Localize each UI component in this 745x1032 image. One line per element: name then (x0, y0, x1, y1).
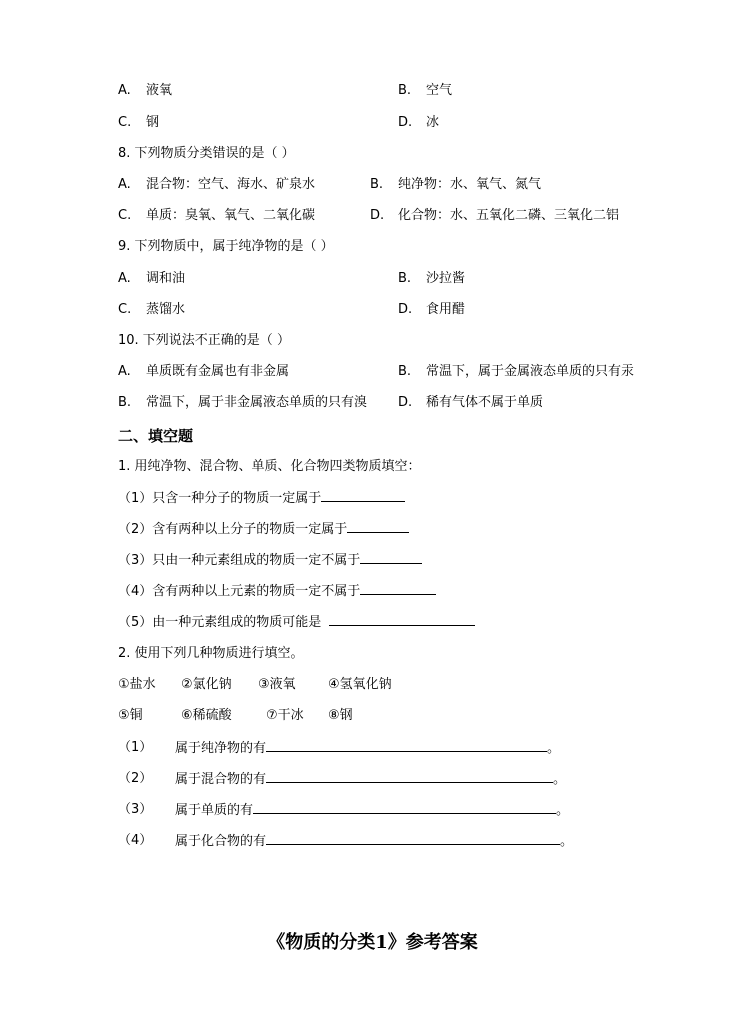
fill-item (118, 550, 422, 571)
option-letter: A. (118, 83, 131, 98)
option-text: 化合物：水、五氧化二磷、三氧化二铝 (398, 208, 620, 223)
answer-blank[interactable] (266, 769, 553, 783)
fill1-item-2 (0, 519, 745, 539)
fill-prompt: 属于纯净物的有 (175, 741, 267, 756)
answer-blank[interactable] (321, 488, 405, 502)
option-c (118, 113, 159, 133)
option-d (398, 393, 543, 413)
option-text: 稀有气体不属于单质 (426, 395, 544, 410)
fill-item (118, 519, 409, 540)
option-d (370, 206, 619, 226)
option-c (118, 393, 367, 413)
option-text: 常温下，属于金属液态单质的只有汞 (426, 364, 635, 379)
fill1-item-1 (0, 488, 745, 508)
option-letter: D. (398, 115, 413, 130)
fill1-item-5 (0, 612, 745, 632)
substance-item: ⑤铜 (118, 708, 143, 723)
fill-item (118, 488, 405, 509)
option-letter: B. (398, 364, 412, 379)
q10-options-row-2 (0, 393, 745, 413)
item-number: （3） (118, 802, 153, 817)
fill1-item-4 (0, 581, 745, 601)
q8-options-row-1 (0, 175, 745, 195)
substance-item: ①盐水 (118, 677, 156, 692)
fill-prompt: （1）只含一种分子的物质一定属于 (118, 491, 322, 506)
substance-list-row-2 (0, 706, 745, 726)
substance-item: ②氯化钠 (181, 677, 232, 692)
answer-blank[interactable] (253, 800, 556, 814)
fill-item (175, 831, 573, 852)
question-text: 2. 使用下列几种物质进行填空。 (118, 646, 304, 661)
option-a (118, 81, 172, 101)
q9-options-row-2 (0, 300, 745, 320)
item-number: （4） (118, 833, 153, 848)
fill-prompt: 属于单质的有 (175, 803, 254, 818)
option-text: 混合物：空气、海水、矿泉水 (146, 177, 316, 192)
option-text: 纯净物：水、氧气、氮气 (398, 177, 542, 192)
fill-prompt: （3）只由一种元素组成的物质一定不属于 (118, 553, 361, 568)
option-d (398, 113, 439, 133)
fill-item (175, 800, 569, 821)
q7-options-row-2 (0, 113, 745, 133)
option-text: 单质既有金属也有非金属 (146, 364, 290, 379)
option-letter: C. (118, 115, 132, 130)
answer-blank[interactable] (266, 831, 560, 845)
option-text: 单质：臭氧、氧气、二氧化碳 (146, 208, 316, 223)
substance-item: ③液氧 (258, 677, 296, 692)
option-text: 钢 (146, 115, 160, 130)
q8-options-row-2 (0, 206, 745, 226)
fill-prompt: （5）由一种元素组成的物质可能是 (118, 615, 322, 630)
option-c (118, 300, 185, 320)
question-9-stem (0, 237, 745, 257)
option-letter: A. (118, 364, 131, 379)
end-mark: 。 (547, 741, 561, 756)
section-title: 二、填空题 (118, 427, 194, 445)
substance-item: ⑦干冰 (266, 708, 304, 723)
answer-blank[interactable] (266, 738, 547, 752)
option-a (118, 362, 289, 382)
option-text: 常温下，属于非金属液态单质的只有溴 (146, 395, 368, 410)
answer-blank[interactable] (360, 581, 436, 595)
question-text: 1. 用纯净物、混合物、单质、化合物四类物质填空： (118, 459, 421, 474)
fill2-item-3 (0, 800, 745, 820)
option-text: 蒸馏水 (146, 302, 186, 317)
q10-options-row-1 (0, 362, 745, 382)
fill2-item-2 (0, 769, 745, 789)
answer-blank[interactable] (347, 519, 409, 533)
question-text: 8. 下列物质分类错误的是（ ） (118, 146, 295, 161)
option-letter: A. (118, 177, 131, 192)
option-a (118, 269, 185, 289)
fill-question-2-stem (0, 644, 745, 664)
substance-item: ④氢氧化钠 (328, 677, 392, 692)
substance-item: ⑧钢 (328, 708, 353, 723)
option-letter: B. (398, 83, 412, 98)
option-text: 沙拉酱 (426, 271, 466, 286)
option-d (398, 300, 465, 320)
fill-question-1-stem (0, 457, 745, 477)
option-letter: A. (118, 271, 131, 286)
option-text: 食用醋 (426, 302, 466, 317)
question-text: 9. 下列物质中，属于纯净物的是（ ） (118, 239, 334, 254)
end-mark: 。 (556, 803, 570, 818)
fill2-item-1 (0, 738, 745, 758)
q9-options-row-1 (0, 269, 745, 289)
option-b (398, 362, 634, 382)
option-letter: B. (118, 395, 132, 410)
question-10-stem (0, 331, 745, 351)
substance-list-row-1 (0, 675, 745, 695)
fill2-item-4 (0, 831, 745, 851)
option-c (118, 206, 315, 226)
fill-item (175, 738, 560, 759)
option-b (398, 269, 465, 289)
q7-options-row-1 (0, 81, 745, 101)
fill-item (118, 581, 436, 602)
option-b (398, 81, 452, 101)
answer-section-title: 《物质的分类1》参考答案 (267, 932, 478, 953)
option-letter: C. (118, 208, 132, 223)
fill-prompt: 属于混合物的有 (175, 772, 267, 787)
fill-prompt: 属于化合物的有 (175, 834, 267, 849)
end-mark: 。 (553, 772, 567, 787)
fill-item (118, 612, 475, 633)
answer-blank[interactable] (360, 550, 422, 564)
end-mark: 。 (560, 834, 574, 849)
option-a (118, 175, 315, 195)
option-letter: B. (398, 271, 412, 286)
option-b (370, 175, 541, 195)
option-text: 空气 (426, 83, 453, 98)
option-text: 冰 (426, 115, 440, 130)
option-letter: C. (118, 302, 132, 317)
option-text: 调和油 (146, 271, 186, 286)
question-8-stem (0, 144, 745, 164)
fill-item (175, 769, 566, 790)
item-number: （2） (118, 771, 153, 786)
fill-prompt: （4）含有两种以上元素的物质一定不属于 (118, 584, 361, 599)
option-text: 液氧 (146, 83, 173, 98)
option-letter: D. (398, 395, 413, 410)
answer-blank[interactable] (329, 612, 475, 626)
fill1-item-3 (0, 550, 745, 570)
option-letter: B. (370, 177, 384, 192)
option-letter: D. (370, 208, 385, 223)
section-heading (0, 424, 745, 448)
fill-prompt: （2）含有两种以上分子的物质一定属于 (118, 522, 348, 537)
question-text: 10. 下列说法不正确的是（ ） (118, 333, 290, 348)
substance-item: ⑥稀硫酸 (181, 708, 232, 723)
option-letter: D. (398, 302, 413, 317)
item-number: （1） (118, 740, 153, 755)
